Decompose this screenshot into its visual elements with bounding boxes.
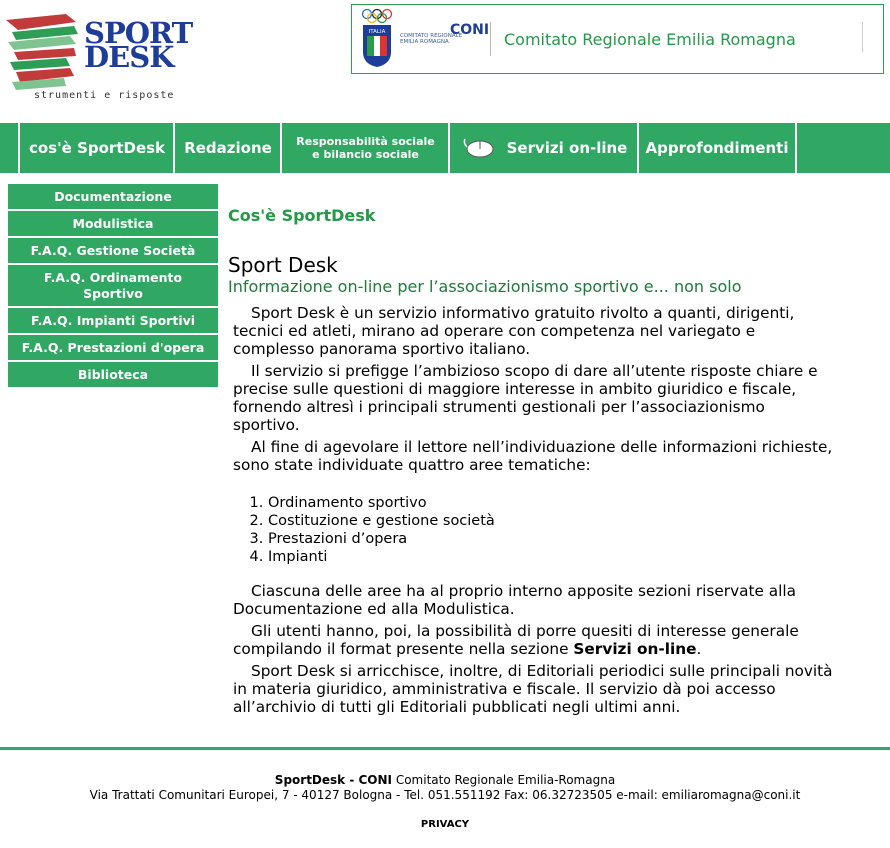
shield-label: ITALIA [368,29,386,35]
list-item: 4. Impianti [268,548,833,566]
article-body [233,304,833,720]
list-item: 1. Ordinamento sportivo [268,494,833,512]
logo-word-desk: DESK [84,40,174,74]
nav-label: Approfondimenti [645,139,789,157]
nav-cos-e-sportdesk[interactable] [18,123,174,173]
sportdesk-logo[interactable] [4,12,204,107]
sidebar-item-faq-gestione-societa[interactable] [8,238,218,263]
footer-separator: - [345,773,359,787]
sidebar-item-label: F.A.Q. Impianti Sportivi [30,312,196,328]
paragraph: Sport Desk si arricchisce, inoltre, di Editoriali periodici sulle principali novità in materia giuridico, amministrativa e fiscale. Il servizio dà poi accesso all’archivio di tutti gli Editoriali pubblicati negli ultimi anni. [233,662,833,716]
sidebar-item-modulistica[interactable] [8,211,218,236]
sidebar-item-documentazione[interactable] [8,184,218,209]
computer-mouse-icon [461,137,495,159]
sidebar-item-faq-prestazioni-opera[interactable] [8,335,218,360]
banner-divider [490,22,491,56]
servizi-online-link[interactable]: Servizi on-line [573,640,697,658]
paragraph: Al fine di agevolare il lettore nell’individuazione delle informazioni richieste, sono state individuate quattro aree tematiche: [233,438,833,474]
sidebar-item-label: F.A.Q. Prestazioni d'opera [21,339,205,355]
nav-label: cos'è SportDesk [28,139,166,157]
sidebar-item-label: Modulistica [72,215,154,231]
paragraph-text: . [696,640,702,658]
nav-label: Servizi on-line [506,139,628,157]
coni-brand-label: CONI [450,22,490,38]
italia-shield-icon [362,24,392,68]
paragraph: Ciascuna delle aree ha al proprio interno apposite sezioni riservate alla Documentazione ed alla Modulistica. [233,582,797,618]
footer-brand-coni: CONI [358,773,393,787]
top-navigation [0,123,890,173]
sidebar-item-label: Biblioteca [77,366,149,382]
nav-approfondimenti[interactable] [637,123,797,173]
books-logo-icon [4,12,82,92]
coni-region-label: Comitato Regionale Emilia Romagna [504,30,796,49]
footer-brand-sportdesk: SportDesk [274,773,346,787]
thematic-areas-list [233,494,833,566]
footer-divider [0,747,890,750]
paragraph [233,622,833,658]
privacy-link[interactable]: PRIVACY [420,819,470,830]
olympic-rings-icon [361,8,401,24]
list-item: 3. Prestazioni d’opera [268,530,833,548]
banner-scrollbar[interactable] [862,22,869,52]
logo-tagline: strumenti e risposte [34,90,175,101]
footer [0,773,890,803]
section-title: Cos'è SportDesk [228,206,376,225]
nav-servizi-online[interactable] [448,123,638,173]
footer-org-name: Comitato Regionale Emilia-Romagna [392,773,616,787]
paragraph-text: Gli utenti hanno, poi, la possibilità di porre quesiti di interesse generale compilando il format presente nella sezione [233,622,799,658]
page-subtitle: Informazione on-line per l’associazionismo sportivo e... non solo [228,277,742,296]
paragraph: Il servizio si prefigge l’ambizioso scopo di dare all’utente risposte chiare e precise sulle questioni di maggiore interesse in ambito giuridico e fiscale, fornendo altresì i principali strumenti gestionali per l’associazionismo sportivo. [233,362,818,434]
nav-redazione[interactable] [173,123,281,173]
nav-label: Responsabilità sociale e bilancio sociale [296,135,435,161]
main-content [228,206,868,296]
list-item: 2. Costituzione e gestione società [268,512,833,530]
sidebar-item-label: Documentazione [54,188,172,204]
sidebar-item-label: F.A.Q. Ordinamento Sportivo [43,269,183,301]
sidebar-item-faq-impianti-sportivi[interactable] [8,308,218,333]
sidebar-item-faq-ordinamento-sportivo[interactable] [8,265,218,306]
sidebar-menu [8,184,218,389]
sidebar-item-biblioteca[interactable] [8,362,218,387]
sidebar-item-label: F.A.Q. Gestione Società [30,242,196,258]
logo-word-sport: SPORT [84,16,193,50]
footer-org-line [0,773,890,788]
nav-label: Redazione [184,139,272,157]
paragraph: Sport Desk è un servizio informativo gratuito rivolto a quanti, dirigenti, tecnici ed atleti, mirano ad operare con competenza nel variegato e complesso panorama sportivo italiano. [233,304,795,358]
coni-sub-label: COMITATO REGIONALE EMILIA ROMAGNA [400,33,463,45]
footer-address: Via Trattati Comunitari Europei, 7 - 40127 Bologna - Tel. 051.551192 Fax: 06.32723505 e-mail: emiliaromagna@coni.it [89,788,801,802]
nav-responsabilita-sociale[interactable] [280,123,449,173]
page-title: Sport Desk [228,253,338,277]
